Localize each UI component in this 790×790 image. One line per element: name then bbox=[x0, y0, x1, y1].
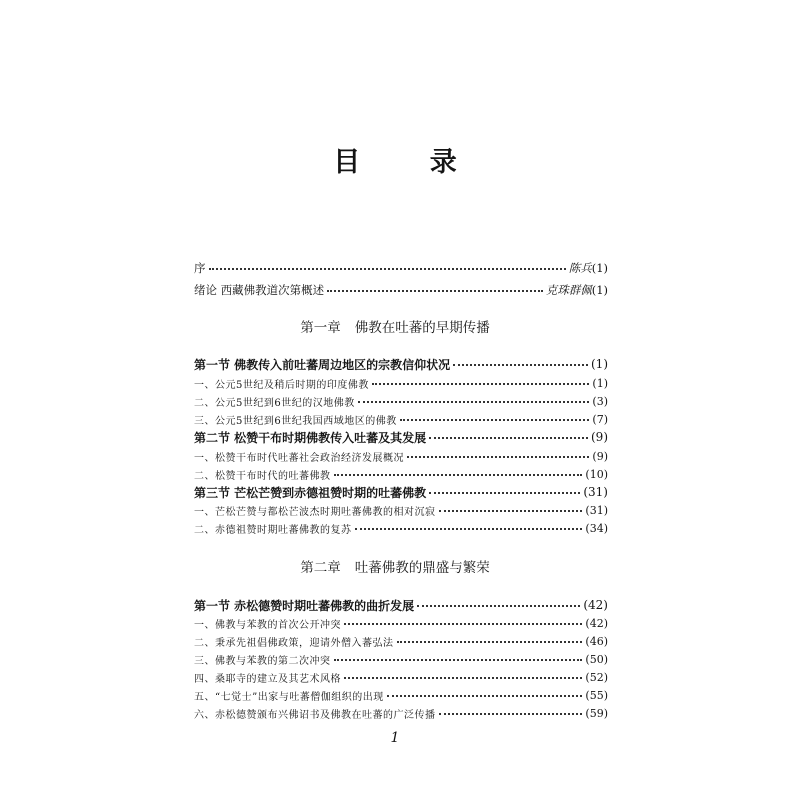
toc-label: 二、秉承先祖倡佛政策，迎请外僧入蕃弘法 bbox=[194, 637, 394, 649]
toc-page: (42) bbox=[585, 616, 608, 630]
toc-page: (10) bbox=[585, 467, 608, 481]
toc-label: 二、赤德祖赞时期吐蕃佛教的复苏 bbox=[194, 524, 352, 536]
toc-label: 一、公元5世纪及稍后时期的印度佛教 bbox=[194, 379, 369, 391]
toc-page: (9) bbox=[592, 449, 608, 463]
toc-section[interactable] bbox=[194, 428, 608, 446]
leader-dots bbox=[417, 605, 580, 607]
toc-item[interactable] bbox=[194, 650, 608, 668]
leader-dots bbox=[372, 383, 590, 385]
leader-dots bbox=[407, 456, 589, 458]
toc-page: (1) bbox=[591, 261, 608, 275]
toc-item[interactable] bbox=[194, 519, 608, 537]
leader-dots bbox=[355, 528, 583, 530]
chapter-title: 佛教在吐蕃的早期传播 bbox=[354, 320, 490, 336]
leader-dots bbox=[429, 437, 588, 439]
toc-label: 第一节 佛教传入前吐蕃周边地区的宗教信仰状况 bbox=[194, 357, 451, 372]
toc-author: 陈兵 bbox=[568, 261, 592, 275]
toc-label: 第三节 芒松芒赞到赤德祖赞时期的吐蕃佛教 bbox=[194, 485, 427, 500]
toc-label: 三、公元5世纪到6世纪我国西域地区的佛教 bbox=[194, 415, 397, 427]
leader-dots bbox=[344, 623, 582, 625]
toc-label: 五、“七觉士”出家与吐蕃僧伽组织的出现 bbox=[194, 691, 384, 703]
toc-page: (55) bbox=[585, 688, 608, 702]
toc-page: (31) bbox=[585, 503, 608, 517]
toc-page: (52) bbox=[585, 670, 608, 684]
toc-item[interactable] bbox=[194, 410, 608, 428]
leader-dots bbox=[327, 290, 543, 292]
leader-dots bbox=[397, 641, 583, 643]
toc-item[interactable] bbox=[194, 374, 608, 392]
toc-label: 二、公元5世纪到6世纪的汉地佛教 bbox=[194, 397, 355, 409]
leader-dots bbox=[344, 677, 582, 679]
toc-page: (1) bbox=[591, 283, 608, 297]
leader-dots bbox=[439, 713, 583, 715]
toc-page: (7) bbox=[592, 412, 608, 426]
toc-item[interactable] bbox=[194, 447, 608, 465]
toc-label: 四、桑耶寺的建立及其艺术风格 bbox=[194, 673, 341, 685]
page-number: 1 bbox=[390, 730, 400, 746]
leader-dots bbox=[453, 364, 588, 366]
toc-label: 序 bbox=[194, 261, 206, 275]
leader-dots bbox=[429, 492, 580, 494]
toc-author: 克珠群佩 bbox=[545, 283, 592, 297]
toc-label: 绪论 西藏佛教道次第概述 bbox=[194, 283, 325, 297]
chapter-title: 吐蕃佛教的鼎盛与繁荣 bbox=[354, 560, 490, 576]
toc-label: 一、松赞干布时代吐蕃社会政治经济发展概况 bbox=[194, 452, 404, 464]
leader-dots bbox=[439, 510, 583, 512]
toc-page: (59) bbox=[585, 706, 608, 720]
toc-label: 一、芒松芒赞与都松芒波杰时期吐蕃佛教的相对沉寂 bbox=[194, 506, 436, 518]
toc-page: (42) bbox=[583, 598, 608, 612]
toc-section[interactable] bbox=[194, 355, 608, 373]
leader-dots bbox=[400, 419, 590, 421]
leader-dots bbox=[334, 659, 583, 661]
toc-page: (50) bbox=[585, 652, 608, 666]
leader-dots bbox=[209, 268, 566, 270]
toc-label: 第二节 松赞干布时期佛教传入吐蕃及其发展 bbox=[194, 430, 427, 445]
toc-label: 三、佛教与苯教的第二次冲突 bbox=[194, 655, 331, 667]
toc-page: (34) bbox=[585, 521, 608, 535]
toc-page: (3) bbox=[592, 394, 608, 408]
toc-section[interactable] bbox=[194, 483, 608, 501]
toc-item[interactable] bbox=[194, 392, 608, 410]
toc-item[interactable] bbox=[194, 465, 608, 483]
toc-label: 六、赤松德赞颁布兴佛诏书及佛教在吐蕃的广泛传播 bbox=[194, 709, 436, 721]
chapter-number: 第二章 bbox=[300, 560, 341, 576]
toc-item[interactable] bbox=[194, 668, 608, 686]
toc-page: (9) bbox=[591, 430, 608, 444]
toc-item[interactable] bbox=[194, 686, 608, 704]
toc-page: (1) bbox=[592, 376, 608, 390]
chapter-heading bbox=[0, 316, 790, 336]
toc-front-preface[interactable] bbox=[194, 259, 608, 277]
toc-page: (31) bbox=[583, 485, 608, 499]
toc-label: 一、佛教与苯教的首次公开冲突 bbox=[194, 619, 341, 631]
toc-front-introduction[interactable] bbox=[194, 281, 608, 299]
toc-item[interactable] bbox=[194, 501, 608, 519]
toc-page: (1) bbox=[591, 357, 608, 371]
leader-dots bbox=[334, 474, 583, 476]
toc-item[interactable] bbox=[194, 632, 608, 650]
page-title: 目 录 bbox=[333, 147, 487, 178]
toc-label: 二、松赞干布时代的吐蕃佛教 bbox=[194, 470, 331, 482]
chapter-number: 第一章 bbox=[300, 320, 341, 336]
toc-page: (46) bbox=[585, 634, 608, 648]
toc-item[interactable] bbox=[194, 704, 608, 722]
toc-section[interactable] bbox=[194, 596, 608, 614]
toc-label: 第一节 赤松德赞时期吐蕃佛教的曲折发展 bbox=[194, 598, 415, 613]
chapter-heading bbox=[0, 556, 790, 576]
leader-dots bbox=[358, 401, 590, 403]
leader-dots bbox=[387, 695, 583, 697]
toc-item[interactable] bbox=[194, 614, 608, 632]
